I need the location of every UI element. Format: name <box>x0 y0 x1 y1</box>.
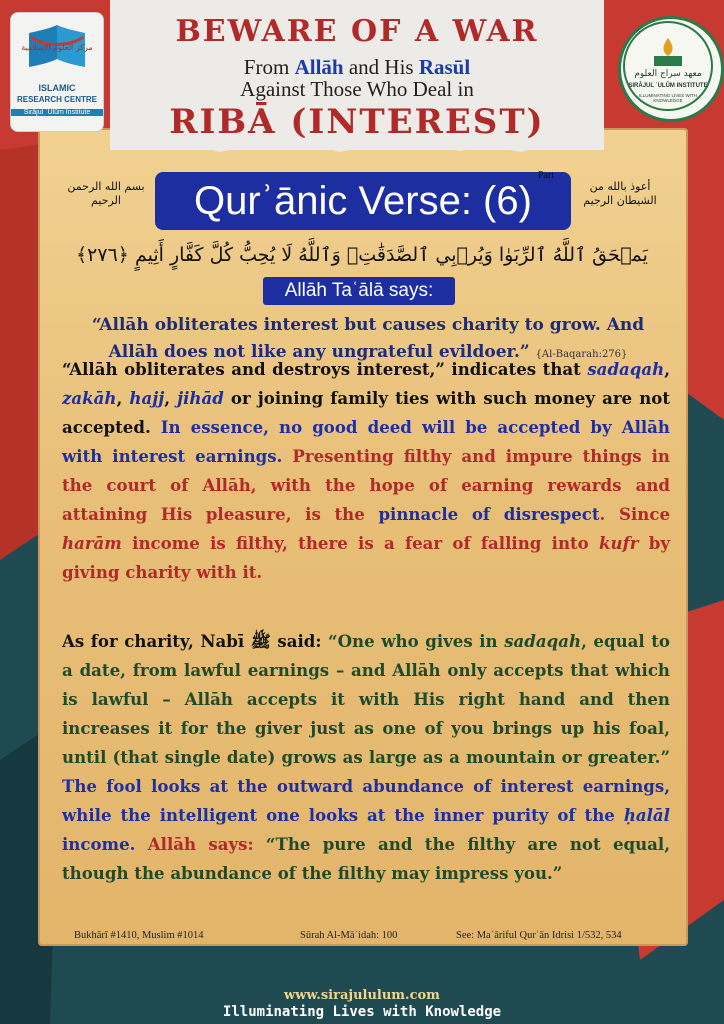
reference-maidah: Sūrah Al-Māʾidah: 100 <box>300 930 398 941</box>
para2-segment: ḥalāl <box>623 805 670 825</box>
commentary-paragraph-1 <box>62 355 670 587</box>
para1-segment: income is filthy, there is a fear of falling into <box>121 533 600 553</box>
para1-segment: “Allāh obliterates and destroys interest,” indicates that <box>62 359 588 379</box>
sirajul-ulum-logo <box>618 16 724 122</box>
reference-hadith: Bukhārī #1410, Muslim #1014 <box>74 930 204 941</box>
allah-says-label: Allāh Taʿālā says: <box>284 280 434 301</box>
basmala: بسم الله الرحمن الرحيم <box>67 180 145 207</box>
title-riba: RIBĀ (INTEREST) <box>169 102 545 142</box>
part-label: Part <box>538 170 555 181</box>
para1-segment: or joining family ties with such money are not accepted. <box>62 388 670 437</box>
para1-segment: jihād <box>177 388 224 408</box>
para1-segment: hajj <box>129 388 165 408</box>
para2-segment: As for charity, Nabī ﷺ said: <box>62 631 329 651</box>
para1-segment: , <box>164 388 178 408</box>
torn-edge <box>110 140 604 154</box>
para1-segment: , <box>664 359 670 379</box>
commentary-paragraph-2 <box>62 627 670 888</box>
verse-reference: {Al-Baqarah:276} <box>535 349 628 360</box>
para1-segment: sadaqah <box>587 359 665 379</box>
para1-segment: In essence, no good deed will be accepted by Allāh with interest earnings. <box>62 417 671 466</box>
website-link[interactable]: www.sirajululum.com <box>284 988 440 1003</box>
logo-right-line1: SIRĀJUL ʿULŪM INSTITUTE <box>628 83 708 89</box>
para1-segment: pinnacle of disrespect <box>378 504 600 524</box>
logo-right-arabic: معهد سراج العلوم <box>634 69 702 79</box>
para2-segment: “The pure and the filthy are not equal, though the abundance of the filthy may impress you.” <box>62 834 671 883</box>
logo-left-arabic: مركز العلوم الإسلامية <box>21 43 93 52</box>
logo-left-line3: Sirājul ʿUlūm Institute <box>11 109 103 116</box>
subtitle-allah: Allāh <box>294 55 344 79</box>
logo-left-line2: RESEARCH CENTRE <box>16 95 97 104</box>
verse-quote: “Allāh obliterates interest but causes charity to grow. And Allāh does not like any ungrateful evildoer.” <box>91 315 645 362</box>
logo-left-line1: ISLAMIC <box>38 83 76 93</box>
para2-segment: sadaqah <box>504 631 582 651</box>
footer-tagline: Illuminating Lives with Knowledge <box>222 1004 502 1020</box>
para2-segment: “One who gives in <box>328 631 505 651</box>
arabic-verse: يَمۡحَقُ ٱللَّهُ ٱلرِّبَوٰا وَيُرۡبِي ٱلصَّدَقَٰتِۗ وَٱللَّهُ لَا يُحِبُّ كُلَّ كَفَّارٍ أَثِيمٍ ﴿٢٧٦﴾ <box>76 244 648 266</box>
para1-segment: by giving charity with it. <box>62 533 670 582</box>
para2-segment: income. <box>62 834 148 854</box>
para1-segment: Presenting filthy and impure things in the court of Allāh, with the hope of earning rewards and attaining His pleasure, is the <box>62 446 670 524</box>
para2-segment: Allāh says: <box>147 834 266 854</box>
verse-title: Qurʾānic Verse: (6) <box>194 179 532 223</box>
para1-segment: zakāh <box>62 388 117 408</box>
title-beware: BEWARE OF A WAR <box>175 14 539 49</box>
reference-maariful: See: Maʿāriful Qurʾān Idrisi 1/532, 534 <box>456 930 622 941</box>
islamic-research-centre-logo <box>10 12 104 132</box>
logo-right-line2: ILLUMINATING LIVES WITH KNOWLEDGE <box>639 93 697 103</box>
subtitle <box>110 56 604 100</box>
taawwudh: أعوذ بالله من الشيطان الرجيم <box>583 180 657 207</box>
para1-segment: harām <box>62 533 122 553</box>
subtitle-rasul: Rasūl <box>418 55 471 79</box>
para2-segment: The fool looks at the outward abundance of interest earnings, while the intelligent one looks at the inner purity of the <box>62 776 670 825</box>
para2-segment: , equal to a date, from lawful earnings – and Allāh only accepts that which is lawful – Allāh accepts it with His right hand and then increases it for the giver just as one of you brings up his foal, until (that single date) grows as large as a mountain or greater.” <box>62 631 670 767</box>
subtitle-from: From <box>243 55 295 79</box>
subtitle-against: Against Those Who Deal in <box>240 77 474 101</box>
para1-segment: , <box>116 388 130 408</box>
para1-segment: . Since <box>599 504 670 524</box>
subtitle-and-his: and His <box>343 55 419 79</box>
para1-segment: kufr <box>599 533 639 553</box>
